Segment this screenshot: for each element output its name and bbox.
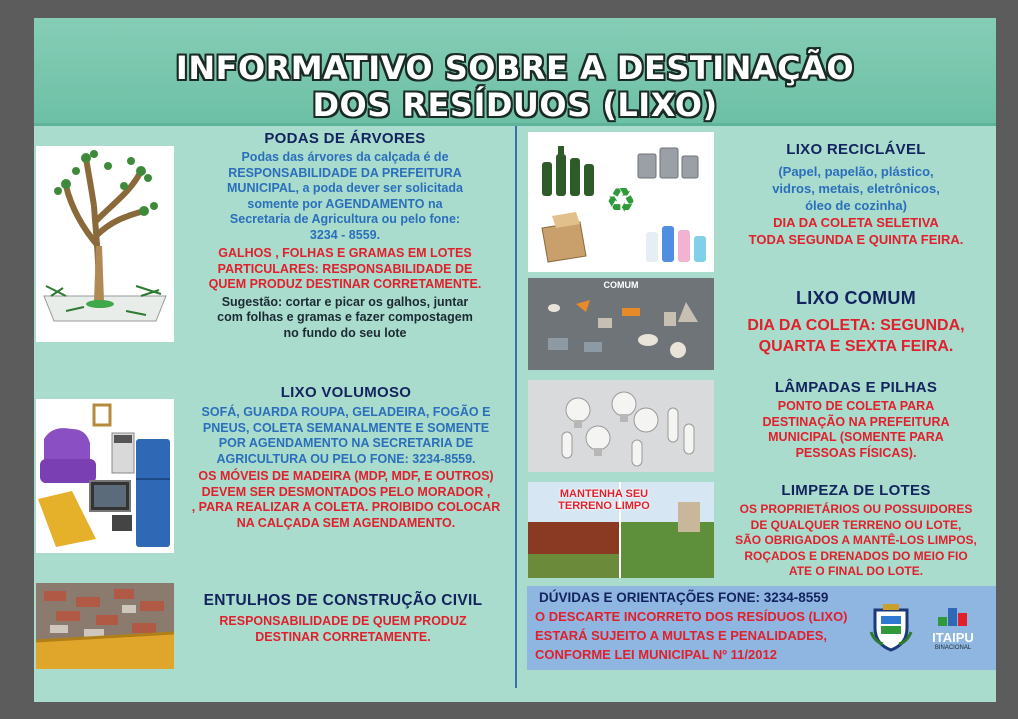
text-line: SOFÁ, GUARDA ROUPA, GELADEIRA, FOGÃO E [201, 405, 491, 419]
text-line: TODA SEGUNDA E QUINTA FEIRA. [748, 232, 964, 247]
text-line: no fundo do seu lote [283, 325, 407, 340]
volumoso-info [178, 405, 514, 467]
text-line: OS MÓVEIS DE MADEIRA (MDP, MDF, E OUTROS) [198, 469, 494, 483]
podas-info [178, 150, 512, 243]
text-line: MUNICIPAL (SOMENTE PARA [768, 430, 944, 444]
penalty-notice [535, 607, 865, 664]
text-line: O DESCARTE INCORRETO DOS RESÍDUOS (LIXO) [535, 609, 848, 624]
title-line-1: INFORMATIVO SOBRE A DESTINAÇÃO [175, 49, 855, 87]
limpeza-section [718, 482, 994, 580]
municipal-crest-icon [869, 602, 913, 652]
text-line: DIA DA COLETA: SEGUNDA, [747, 317, 965, 334]
text-line: Secretaria de Agricultura ou pelo fone: [229, 212, 461, 226]
text-line: Sugestão: cortar e picar os galhos, juntar [221, 294, 469, 309]
page-title [34, 50, 996, 124]
text-line: óleo de cozinha) [805, 198, 907, 213]
text-line: ESTARÁ SUJEITO A MULTAS E PENALIDADES, [535, 628, 828, 643]
comum-section [718, 288, 994, 357]
text-line: ATE O FINAL DO LOTE. [788, 564, 924, 578]
text-line: NA CALÇADA SEM AGENDAMENTO. [236, 515, 456, 530]
reciclavel-section [718, 141, 994, 248]
text-line: DESTINAR CORRETAMENTE. [255, 629, 431, 644]
lot-cleaning-photo [528, 482, 714, 578]
text-line: CONFORME LEI MUNICIPAL Nº 11/2012 [535, 647, 777, 662]
volumoso-section [178, 384, 514, 531]
contact-box [527, 586, 996, 670]
itaipu-logo-icon [938, 608, 968, 626]
header-banner [34, 18, 996, 126]
text-line: DESTINAÇÃO NA PREFEITURA [762, 414, 950, 429]
common-waste-illustration [528, 278, 714, 370]
caption-line: TERRENO LIMPO [558, 500, 650, 512]
text-line: PNEUS, COLETA SEMANALMENTE E SOMENTE [202, 420, 490, 435]
text-line: ROÇADOS E DRENADOS DO MEIO FIO [744, 548, 968, 563]
comum-heading: LIXO COMUM [796, 288, 916, 308]
lot-cleaning-caption [544, 488, 664, 512]
text-line: vidros, metais, eletrônicos, [772, 181, 940, 196]
poster [34, 18, 996, 702]
common-waste-label: COMUM [603, 280, 639, 290]
podas-suggestion [178, 295, 512, 342]
text-line: RESPONSABILIDADE DE QUEM PRODUZ [219, 614, 467, 628]
podas-heading: PODAS DE ÁRVORES [264, 130, 426, 147]
volumoso-heading: LIXO VOLUMOSO [280, 384, 412, 401]
lamps-photo [528, 380, 714, 472]
podas-section [178, 130, 512, 341]
text-line: QUARTA E SEXTA FEIRA. [758, 338, 954, 355]
text-line: DEVEM SER DESMONTADOS PELO MORADOR , [201, 484, 491, 499]
text-line: (Papel, papelão, plástico, [778, 164, 934, 179]
text-line: POR AGENDAMENTO NA SECRETARIA DE [218, 436, 474, 450]
text-line: OS PROPRIETÁRIOS OU POSSUIDORES [739, 502, 973, 516]
text-line: PARTICULARES: RESPONSABILIDADE DE [217, 261, 473, 276]
text-line: QUEM PRODUZ DESTINAR CORRETAMENTE. [208, 277, 482, 291]
lampadas-info [718, 399, 994, 461]
text-line: DE QUALQUER TERRENO OU LOTE, [750, 517, 962, 532]
entulhos-section [178, 592, 508, 645]
text-line: SÃO OBRIGADOS A MANTÊ-LOS LIMPOS, [735, 533, 977, 547]
lampadas-section [718, 379, 994, 461]
itaipu-logo-sub: BINACIONAL [934, 645, 972, 651]
text-line: DIA DA COLETA SELETIVA [773, 215, 939, 230]
itaipu-logo-name: ITAIPU [932, 630, 974, 645]
caption-line: MANTENHA SEU [559, 488, 649, 500]
text-line: 3234 - 8559. [309, 227, 381, 242]
svg-text:♻: ♻ [605, 182, 637, 220]
text-line: GALHOS , FOLHAS E GRAMAS EM LOTES [218, 246, 472, 260]
reciclavel-schedule [718, 214, 994, 248]
entulhos-warning [178, 614, 508, 645]
text-line: RESPONSABILIDADE DA PREFEITURA [228, 165, 462, 180]
text-line: MUNICIPAL, a poda dever ser solicitada [227, 181, 463, 195]
rubble-photo [36, 583, 174, 669]
entulhos-heading: ENTULHOS DE CONSTRUÇÃO CIVIL [203, 592, 483, 609]
podas-warning [178, 246, 512, 293]
reciclavel-heading: LIXO RECICLÁVEL [786, 141, 926, 158]
reciclavel-info [718, 163, 994, 214]
contact-phone: DÚVIDAS E ORIENTAÇÕES FONE: 3234-8559 [539, 590, 829, 605]
text-line: Podas das árvores da calçada é de [241, 150, 449, 164]
text-line: com folhas e gramas e fazer compostagem [217, 310, 473, 324]
limpeza-heading: LIMPEZA DE LOTES [781, 482, 931, 499]
text-line: AGRICULTURA OU PELO FONE: 3234-8559. [216, 451, 476, 466]
itaipu-logo [923, 608, 983, 652]
column-divider [515, 126, 517, 688]
limpeza-info [718, 502, 994, 580]
text-line: , PARA REALIZAR A COLETA. PROIBIDO COLOCAR [191, 500, 501, 514]
comum-schedule [718, 315, 994, 357]
tree-illustration [36, 146, 174, 342]
recyclables-illustration [528, 132, 714, 272]
text-line: PESSOAS FÍSICAS). [795, 445, 917, 460]
text-line: PONTO DE COLETA PARA [777, 399, 935, 413]
bulky-waste-illustration [36, 399, 174, 553]
title-line-2: DOS RESÍDUOS (LIXO) [312, 86, 718, 124]
text-line: somente por AGENDAMENTO na [247, 196, 443, 211]
volumoso-warning [178, 469, 514, 531]
lampadas-heading: LÂMPADAS E PILHAS [774, 379, 938, 396]
